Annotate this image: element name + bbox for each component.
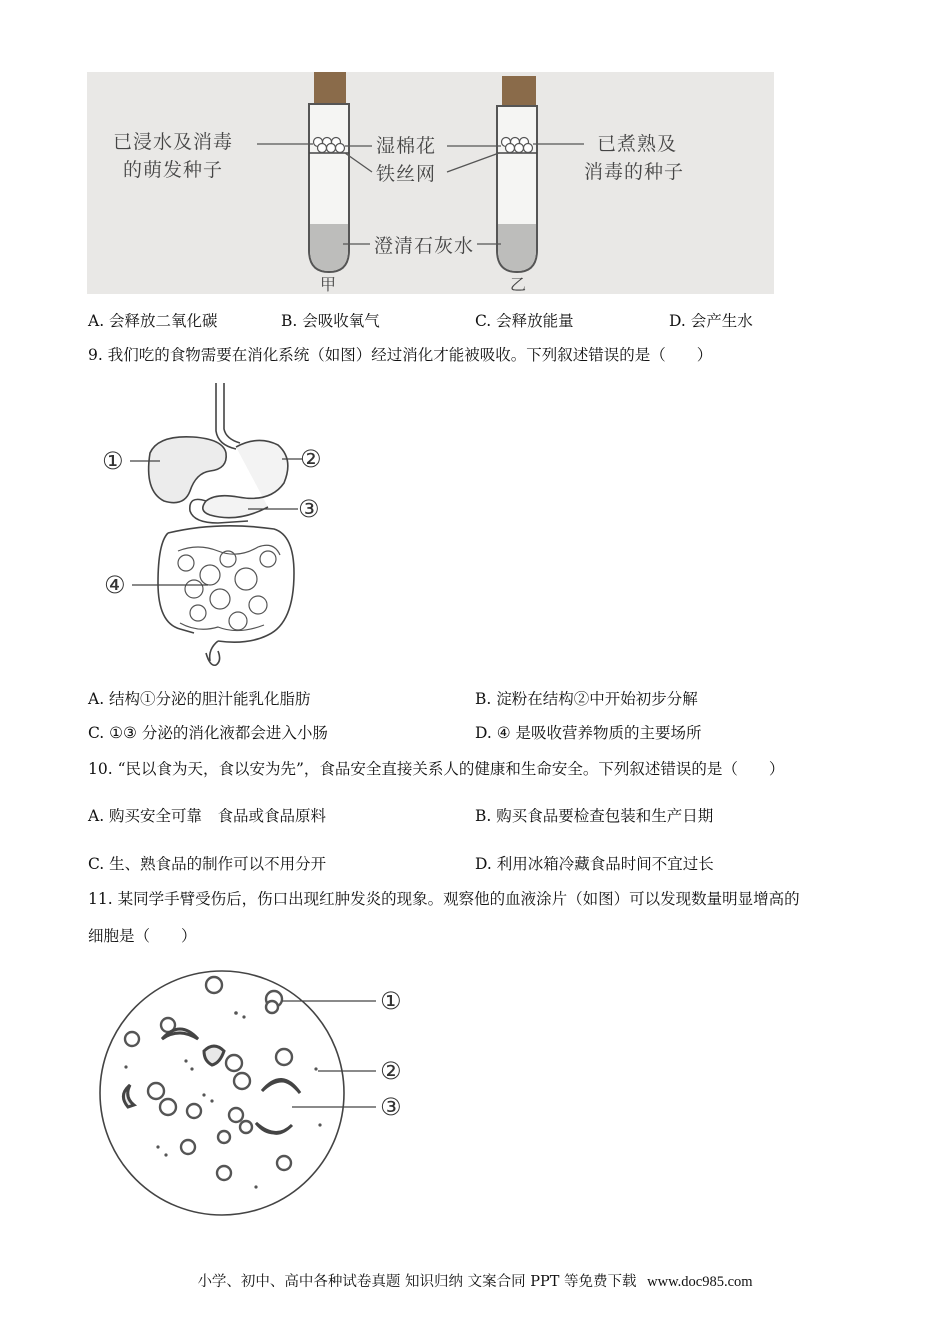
- digestive-system-figure: [98, 383, 338, 667]
- tube-a-stopper: [314, 72, 346, 104]
- small-intestine: [178, 545, 280, 630]
- q9-option-b: B. 淀粉在结构②中开始初步分解: [475, 690, 698, 708]
- q10-option-d: D. 利用冰箱冷藏食品时间不宜过长: [475, 855, 714, 873]
- q10-option-c: C. 生、熟食品的制作可以不用分开: [88, 855, 327, 873]
- page-footer: [0, 1270, 950, 1291]
- label-tube-b: 乙: [510, 275, 528, 294]
- footer-text: 小学、初中、高中各种试卷真题 知识归纳 文案合同 PPT 等免费下载: [197, 1274, 637, 1290]
- tube-b-limewater: [498, 224, 536, 271]
- q11-stem-line1: 11. 某同学手臂受伤后，伤口出现红肿发炎的现象。观察他的血液涂片（如图）可以发现数量明显增高的: [88, 890, 800, 908]
- label-limewater: 澄清石灰水: [374, 235, 475, 257]
- footer-url[interactable]: www.doc985.com: [647, 1274, 753, 1290]
- label-1: ①: [380, 987, 402, 1015]
- label-wire-mesh: 铁丝网: [376, 163, 437, 185]
- q10-stem: 10. “民以食为天，食以安为先”，食品安全直接关系人的健康和生命安全。下列叙述错误的是（ ）: [88, 760, 785, 778]
- q10-option-a: A. 购买安全可靠 食品或食品原料: [88, 807, 327, 825]
- label-soaked-seeds-1: 已浸水及消毒: [113, 131, 234, 153]
- q8-option-a: A. 会释放二氧化碳: [88, 312, 218, 330]
- q9-option-d: D. ④ 是吸收营养物质的主要场所: [475, 724, 702, 742]
- label-soaked-seeds-2: 的萌发种子: [123, 159, 224, 181]
- label-3: ③: [380, 1093, 402, 1121]
- seed-respiration-figure: [87, 72, 774, 294]
- q8-option-c: C. 会释放能量: [475, 312, 574, 330]
- label-2: ②: [380, 1057, 402, 1085]
- tube-b-seeds: [502, 138, 533, 153]
- label-boiled-seeds-1: 已煮熟及: [597, 133, 678, 155]
- liver: [149, 437, 227, 503]
- tube-a-limewater: [310, 224, 348, 271]
- q11-stem-line2: 细胞是（ ）: [88, 927, 197, 945]
- tube-b-stopper: [502, 76, 536, 106]
- label-3: ③: [298, 495, 320, 523]
- q9-option-c: C. ①③ 分泌的消化液都会进入小肠: [88, 724, 328, 742]
- q9-option-a: A. 结构①分泌的胆汁能乳化脂肪: [88, 690, 311, 708]
- q8-option-d: D. 会产生水: [669, 312, 753, 330]
- q10-option-b: B. 购买食品要检查包装和生产日期: [475, 807, 714, 825]
- label-2: ②: [300, 445, 322, 473]
- rectum: [210, 641, 218, 661]
- label-wet-cotton: 湿棉花: [376, 135, 437, 157]
- label-tube-a: 甲: [320, 275, 338, 294]
- tube-a-seeds: [314, 138, 345, 153]
- q8-option-b: B. 会吸收氧气: [281, 312, 380, 330]
- label-boiled-seeds-2: 消毒的种子: [584, 161, 685, 183]
- q9-stem: 9. 我们吃的食物需要在消化系统（如图）经过消化才能被吸收。下列叙述错误的是（ ）: [88, 346, 713, 364]
- blood-smear-figure: [96, 965, 416, 1225]
- label-4: ④: [104, 571, 126, 599]
- label-1: ①: [102, 447, 124, 475]
